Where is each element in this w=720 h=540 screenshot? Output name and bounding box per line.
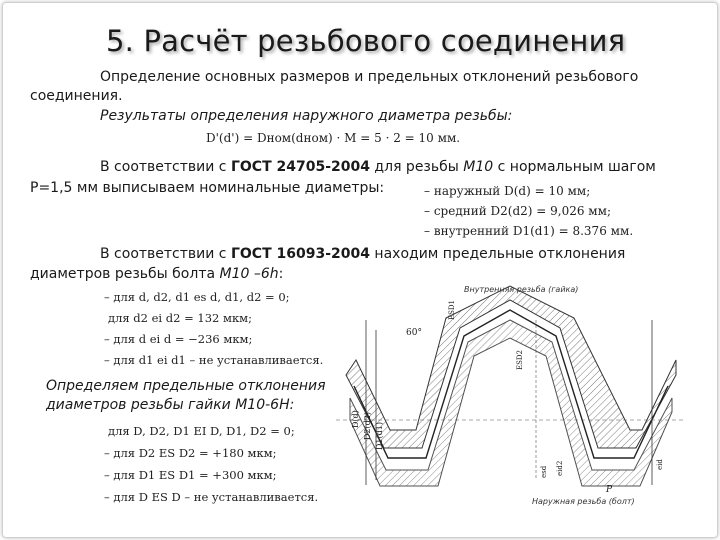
label-d2: D2(d2) [363, 412, 372, 440]
label-eid: eid [656, 459, 664, 470]
gost-16093-reference: ГОСТ 16093-2004 [230, 246, 370, 262]
label-d: D(d) [351, 410, 360, 428]
angle-label: 60° [406, 328, 422, 338]
paragraph-3-colon: : [278, 266, 284, 282]
label-eid2: eid2 [556, 460, 564, 476]
gost-24705-reference: ГОСТ 24705-2004 [230, 159, 370, 175]
outer-diameter-subtitle: Результаты определения наружного диаметра резьбы: [100, 108, 513, 124]
bolt-fit: М10 –6h [219, 266, 279, 282]
bolt-deviation-1: – для d, d2, d1 es d, d1, d2 = 0; [104, 290, 290, 304]
nominal-middle: – средний D2(d2) = 9,026 мм; [424, 204, 612, 218]
paragraph-2-tail: с нормальным шагом [493, 159, 656, 175]
nut-deviation-3: – для D1 ES D1 = +300 мкм; [104, 468, 277, 482]
label-d1: D1(d1) [375, 422, 384, 450]
pitch-label: P [606, 485, 613, 495]
label-esd: esd [540, 465, 548, 478]
bolt-label: Наружная резьба (болт) [532, 497, 635, 506]
nut-label: Внутренняя резьба (гайка) [464, 285, 579, 294]
paragraph-1-line-1: Определение основных размеров и предельных отклонений резьбового [100, 69, 639, 85]
paragraph-3-pre-2: диаметров резьбы болта [30, 266, 220, 282]
nut-deviation-2: – для D2 ES D2 = +180 мкм; [104, 446, 277, 460]
paragraph-2-mid: для резьбы [369, 159, 464, 175]
nut-heading-line-2: диаметров резьбы гайки М10-6H: [46, 397, 295, 413]
paragraph-1-line-2: соединения. [30, 88, 123, 104]
paragraph-2-line-1 [100, 159, 656, 176]
bolt-deviation-4: – для d1 ei d1 – не устанавливается. [104, 353, 324, 367]
nut-heading-line-1: Определяем предельные отклонения [46, 378, 326, 394]
label-esd1: ESD1 [448, 300, 456, 320]
paragraph-3-pre: В соответствии с [100, 246, 231, 262]
bolt-deviation-2: для d2 ei d2 = 132 мкм; [108, 311, 252, 325]
nut-deviation-4: – для D ES D – не устанавливается. [104, 490, 319, 504]
paragraph-3-line-1 [100, 246, 625, 263]
slide-title: 5. Расчёт резьбового соединения [106, 24, 626, 58]
thread-profile-diagram [336, 280, 686, 508]
paragraph-2-line-2: P=1,5 мм выписываем номинальные диаметры: [30, 180, 385, 196]
nominal-outer: – наружный D(d) = 10 мм; [424, 184, 591, 198]
bolt-profile [350, 320, 672, 486]
label-esd2: ESD2 [516, 350, 524, 370]
thread-designation: М10 [463, 159, 494, 175]
nominal-inner: – внутренний D1(d1) = 8.376 мм. [424, 224, 634, 238]
nut-deviation-1: для D, D2, D1 EI D, D1, D2 = 0; [108, 424, 295, 438]
paragraph-3-line-2 [30, 266, 283, 283]
paragraph-3-post: находим предельные отклонения [369, 246, 626, 262]
outer-diameter-formula: D'(d') = Dном(dном) · M = 5 · 2 = 10 мм. [206, 131, 461, 145]
paragraph-2-pre: В соответствии с [100, 159, 231, 175]
bolt-deviation-3: – для d ei d = −236 мкм; [104, 332, 253, 346]
